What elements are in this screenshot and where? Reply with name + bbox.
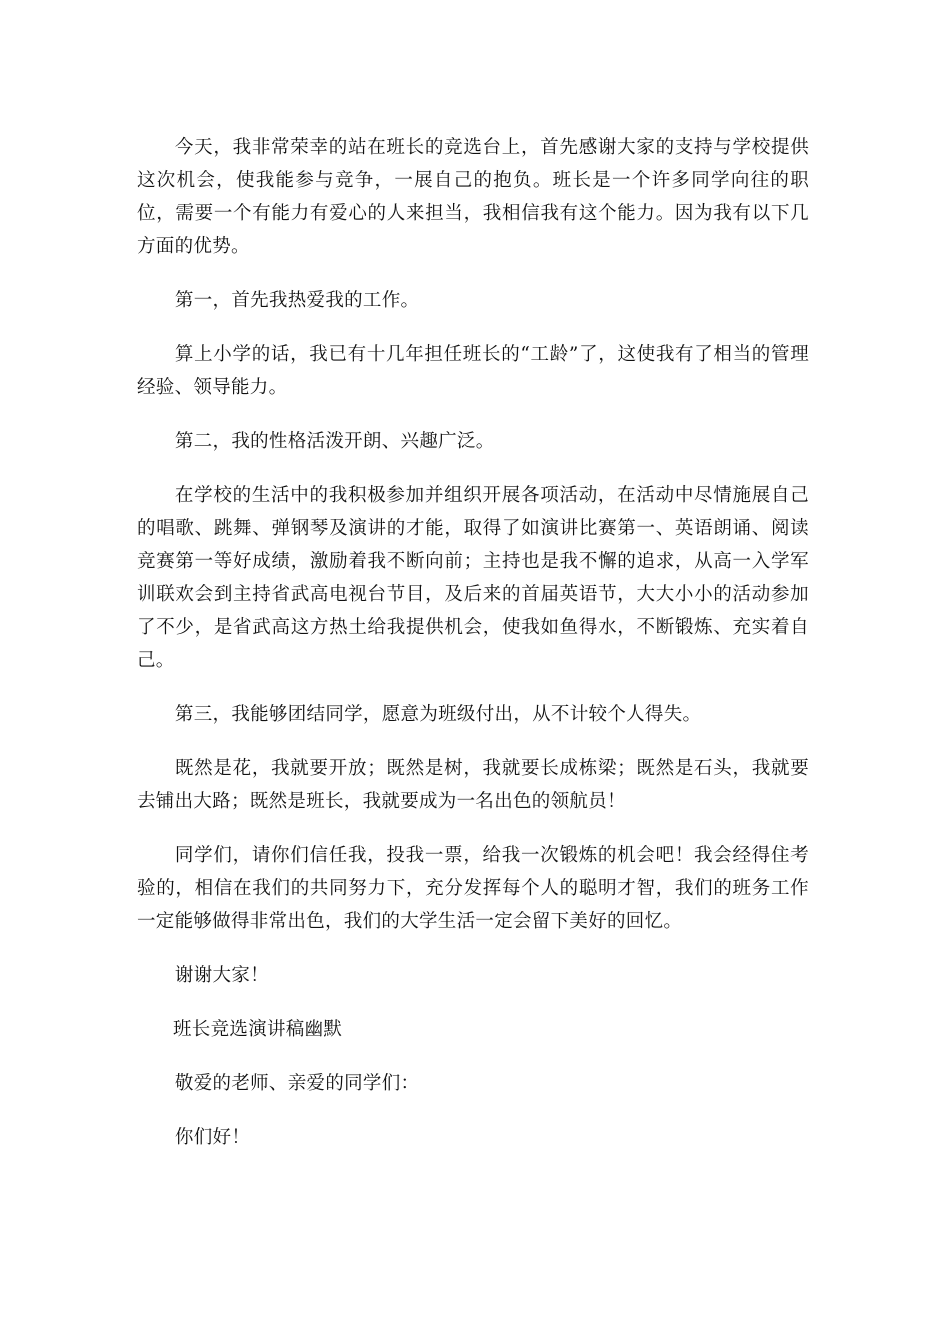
paragraph-point-two: 第二，我的性格活泼开朗、兴趣广泛。: [174, 431, 495, 452]
paragraph-intro: 今天，我非常荣幸的站在班长的竞选台上，首先感谢大家的支持与学校提供这次机会，使我能参与竞争，一展自己的抱负。班长是一个许多同学向往的职位，需要一个有能力有爱心的人来担当，我相信我有这个能力。因为我有以下几方面的优势。: [137, 137, 809, 257]
paragraph-thanks: 谢谢大家！: [174, 965, 269, 986]
hello-line: 你们好！: [174, 1127, 251, 1148]
paragraph-activities: 在学校的生活中的我积极参加并组织开展各项活动，在活动中尽情施展自己的唱歌、跳舞、弹钢琴及演讲的才能，取得了如演讲比赛第一、英语朗诵、阅读竞赛第一等好成绩，激励着我不断向前；主持也是我不懈的追求，从高一入学军训联欢会到主持省武高电视台节目，及后来的首届英语节，大大小小的活动参加了不少，是省武高这方热土给我提供机会，使我如鱼得水，不断锻炼、充实着自己。: [137, 485, 809, 671]
second-speech-title: 班长竞选演讲稿幽默: [173, 1019, 343, 1040]
paragraph-appeal: 同学们，请你们信任我，投我一票，给我一次锻炼的机会吧！我会经得住考验的，相信在我们的共同努力下，充分发挥每个人的聪明才智，我们的班务工作一定能够做得非常出色，我们的大学生活一定会留下美好的回忆。: [137, 845, 809, 932]
document-body: [137, 131, 809, 1175]
paragraph-experience: 算上小学的话，我已有十几年担任班长的“工龄”了，这使我有了相当的管理经验、领导能力。: [137, 344, 809, 398]
paragraph-point-three: 第三，我能够团结同学，愿意为班级付出，从不计较个人得失。: [174, 704, 702, 725]
paragraph-point-one: 第一，首先我热爱我的工作。: [174, 290, 420, 311]
paragraph-metaphor: 既然是花，我就要开放；既然是树，我就要长成栋梁；既然是石头，我就要去铺出大路；既然是班长，我就要成为一名出色的领航员！: [137, 758, 809, 812]
greeting-line: 敬爱的老师、亲爱的同学们：: [174, 1073, 420, 1094]
